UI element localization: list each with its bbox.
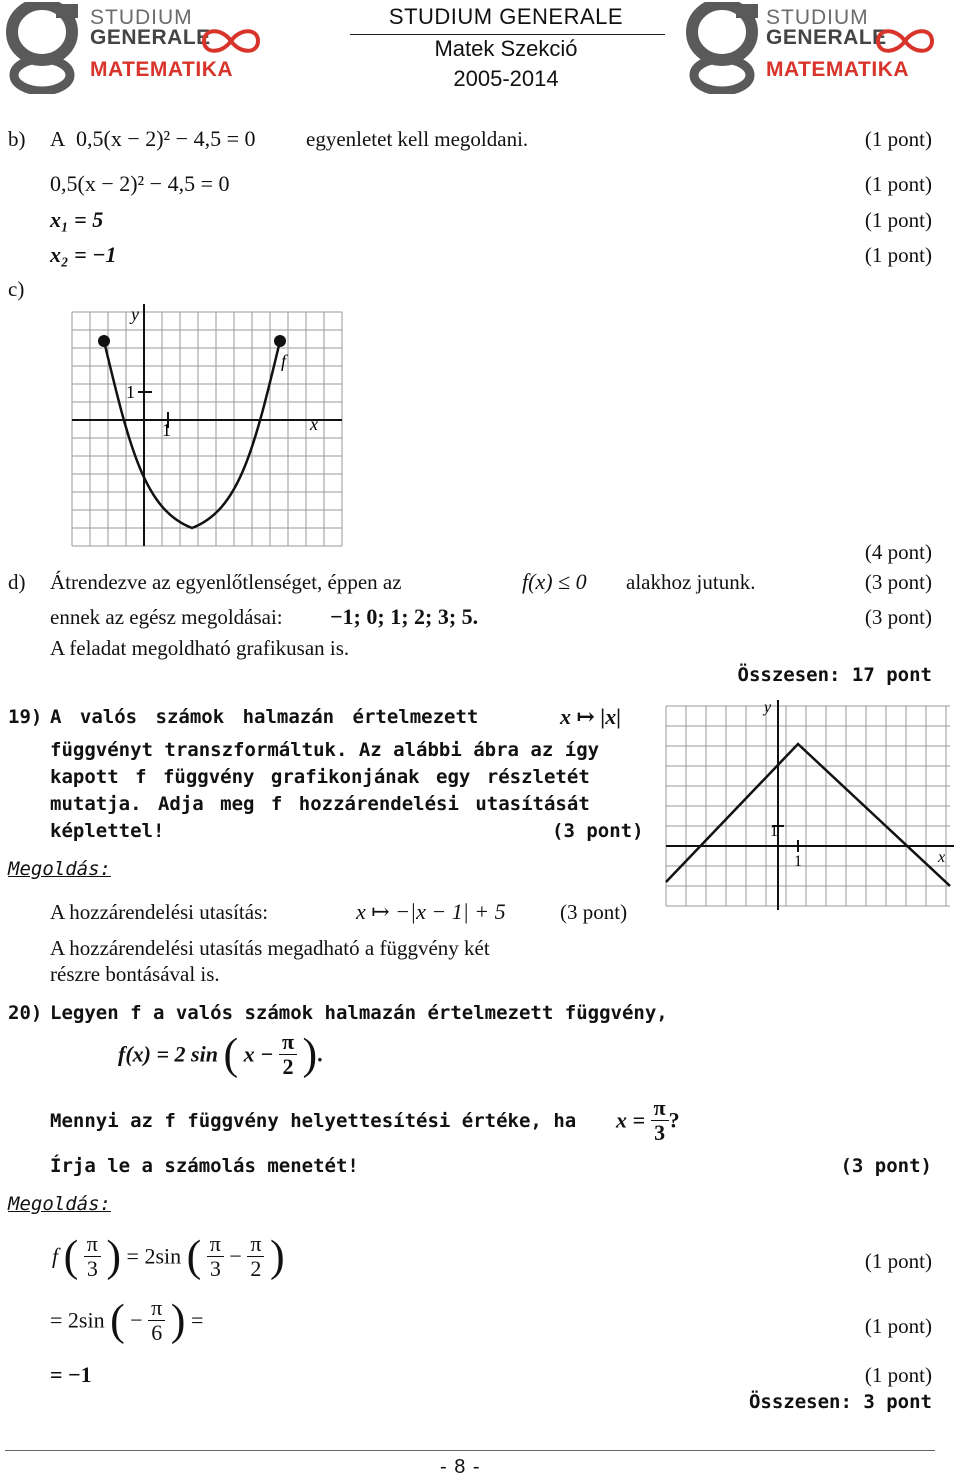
paren-open: ( — [110, 1295, 125, 1345]
part-b-line2: 0,5(x − 2)² − 4,5 = 0 — [50, 171, 230, 196]
q20-step1-frac — [84, 1232, 101, 1281]
part-b-x2-points: (1 pont) — [864, 243, 932, 267]
paren-open: ( — [186, 1231, 202, 1281]
q20-func-arg-left: x − — [243, 1041, 274, 1067]
part-b-x2: x₂ = −1 — [50, 242, 117, 267]
graph-x-label: x — [310, 414, 318, 434]
q20-step1: f ( $\frac{\pi}{3}$ ) = 2sin ( $\frac{\pi}{3}$ − $\frac{\pi}{2}$ ) — [52, 1231, 285, 1281]
parabola-curve — [104, 341, 280, 528]
header-years: 2005-2014 — [453, 66, 559, 91]
q19-solution-label: Megoldás: — [8, 858, 111, 880]
part-d-solutions: −1; 0; 1; 2; 3; 5. — [330, 604, 479, 629]
q20-function: f(x) = 2 sin ( x − $\frac{\pi}{2}$ ). — [118, 1029, 323, 1079]
header-subtitle: Matek Szekció — [434, 36, 578, 61]
q20-step2-num: π — [148, 1296, 165, 1321]
q20-step1-lhs: f — [52, 1243, 59, 1269]
q20-question-frac — [651, 1096, 669, 1145]
q20-number: 20) — [8, 1002, 43, 1024]
right-logo-line2: GENERALE — [766, 26, 887, 49]
part-c-label: c) — [8, 277, 25, 301]
part-d-text-prefix: Átrendezve az egyenlőtlenséget, éppen az — [50, 570, 402, 594]
q20-total: Összesen: 3 pont — [748, 1391, 932, 1413]
q20-line1: Legyen f a valós számok halmazán értelmezett függvény, — [50, 1002, 668, 1024]
graph-tick-y-label: 1 — [770, 823, 778, 840]
paren-close: ) — [170, 1295, 186, 1345]
left-logo-line2: GENERALE — [90, 26, 211, 49]
left-logo-line3: MATEMATIKA — [90, 58, 234, 81]
part-d-inequality: f(x) ≤ 0 — [522, 569, 587, 594]
part-d-line2-prefix: ennek az egész megoldásai: — [50, 605, 283, 629]
part-d-text-suffix: alakhoz jutunk. — [626, 570, 756, 594]
part-b-intro-suffix: egyenletet kell megoldani. — [306, 127, 529, 151]
endpoint-left — [98, 335, 110, 347]
q19-line3: kapott f függvény grafikonjának egy részletét — [50, 766, 590, 788]
q20-step1-num: π — [84, 1232, 101, 1257]
graph-f-label: f — [281, 351, 287, 371]
abs-function-line — [666, 744, 950, 886]
right-logo-line1: STUDIUM — [766, 6, 869, 29]
infinity-icon — [874, 26, 936, 56]
graph-tick-x-label: 1 — [794, 853, 802, 870]
q20-step1-a-den: 3 — [209, 1256, 221, 1281]
q20-question-value — [616, 1096, 680, 1145]
part-b-points: (1 pont) — [864, 127, 932, 151]
paren-open: ( — [63, 1231, 79, 1281]
q20-question-den: 3 — [654, 1120, 666, 1145]
part-b-x1-points: (1 pont) — [864, 208, 932, 232]
q20-step1-den: 3 — [86, 1256, 98, 1281]
q20-func-frac-num: π — [279, 1030, 297, 1055]
q20-points: (3 pont) — [840, 1155, 932, 1177]
graph-x-label: x — [938, 849, 946, 866]
right-logo-line3: MATEMATIKA — [766, 58, 910, 81]
q19-answer-points: (3 pont) — [560, 900, 628, 924]
q20-step1-points: (1 pont) — [864, 1249, 932, 1273]
q20-question-suffix: ? — [668, 1107, 680, 1133]
q20-step2-points: (1 pont) — [864, 1314, 932, 1338]
studium-generale-logo-icon — [684, 2, 764, 94]
q20-question-x: x = — [616, 1107, 646, 1133]
q20-step1-b-frac — [247, 1232, 264, 1281]
part-b-label: b) — [8, 127, 26, 151]
q20-step1-a-frac — [207, 1232, 224, 1281]
q19-line4: mutatja. Adja meg f hozzárendelési utasítását — [50, 793, 590, 815]
part-d-line3: A feladat megoldható grafikusan is. — [50, 636, 350, 660]
q20-step3-points: (1 pont) — [864, 1363, 932, 1387]
q19-note2: részre bontásával is. — [50, 962, 220, 986]
header-divider — [350, 34, 665, 35]
left-logo — [4, 2, 264, 94]
q19-answer-formula: x ↦ −|x − 1| + 5 — [356, 899, 506, 924]
q20-step3: = −1 — [50, 1362, 92, 1387]
q20-step2-frac — [148, 1296, 165, 1345]
q19-answer-prefix: A hozzárendelési utasítás: — [50, 900, 269, 924]
left-logo-line1: STUDIUM — [90, 6, 193, 29]
part-b-intro-prefix: A — [50, 127, 66, 151]
q20-step1-b-num: π — [247, 1232, 264, 1257]
parabola-graph — [60, 300, 360, 550]
graph-y-label: y — [764, 699, 772, 716]
infinity-icon — [200, 26, 262, 56]
studium-generale-logo-icon — [4, 2, 84, 94]
part-d-line2-points: (3 pont) — [864, 605, 932, 629]
q20-func-paren-close: ) — [302, 1029, 318, 1079]
q19-line5: képlettel! — [50, 820, 165, 842]
q20-question-num: π — [651, 1096, 669, 1121]
q20-step2-prefix: = 2sin — [50, 1307, 105, 1333]
part-b-x1: x₁ = 5 — [50, 207, 104, 232]
paren-close: ) — [106, 1231, 122, 1281]
graph-tick-x-label: 1 — [162, 420, 171, 440]
grid-lines — [666, 706, 950, 906]
graph-y-label: y — [131, 304, 139, 324]
q20-step1-b-den: 2 — [250, 1256, 262, 1281]
q20-step2-den: 6 — [151, 1320, 163, 1345]
q20-instruction: Írja le a számolás menetét! — [50, 1155, 359, 1177]
q20-step1-mid: = 2sin — [126, 1243, 182, 1269]
abs-graph — [660, 696, 958, 916]
q19-note1: A hozzárendelési utasítás megadható a függvény két — [50, 936, 490, 960]
part-c-points: (4 pont) — [864, 540, 932, 564]
q20-func-frac-den: 2 — [282, 1054, 294, 1079]
paren-close: ) — [269, 1231, 285, 1281]
q20-func-lhs: f(x) = 2 sin — [118, 1041, 218, 1067]
q20-func-frac — [279, 1030, 297, 1079]
q20-step2-suffix: = — [190, 1307, 204, 1333]
graph-tick-y-label: 1 — [126, 382, 135, 402]
page-number: - 8 - — [440, 1456, 481, 1478]
part-b-equation: 0,5(x − 2)² − 4,5 = 0 — [76, 126, 256, 151]
grid-lines — [72, 312, 342, 546]
q19-number: 19) — [8, 706, 43, 728]
q20-func-paren-open: ( — [223, 1029, 239, 1079]
footer-divider — [5, 1450, 935, 1451]
right-logo — [684, 2, 944, 94]
q20-step1-a-num: π — [207, 1232, 224, 1257]
part-d-points: (3 pont) — [864, 570, 932, 594]
q20-question-prefix: Mennyi az f függvény helyettesítési értéke, ha — [50, 1110, 577, 1132]
q19-line2: függvényt transzformáltuk. Az alábbi ábra az így — [50, 739, 600, 761]
q19-line1: A valós számok halmazán értelmezett — [50, 706, 479, 728]
q19-map: x ↦ |x| — [560, 704, 622, 729]
part-d-total: Összesen: 17 pont — [737, 664, 932, 686]
header-title: STUDIUM GENERALE — [388, 4, 624, 29]
q19-points: (3 pont) — [552, 820, 644, 842]
q20-step2: = 2sin ( − $\frac{\pi}{6}$ ) = — [50, 1295, 204, 1345]
endpoint-right — [274, 335, 286, 347]
part-d-label: d) — [8, 570, 26, 594]
q20-solution-label: Megoldás: — [8, 1193, 111, 1215]
part-b-line2-points: (1 pont) — [864, 172, 932, 196]
